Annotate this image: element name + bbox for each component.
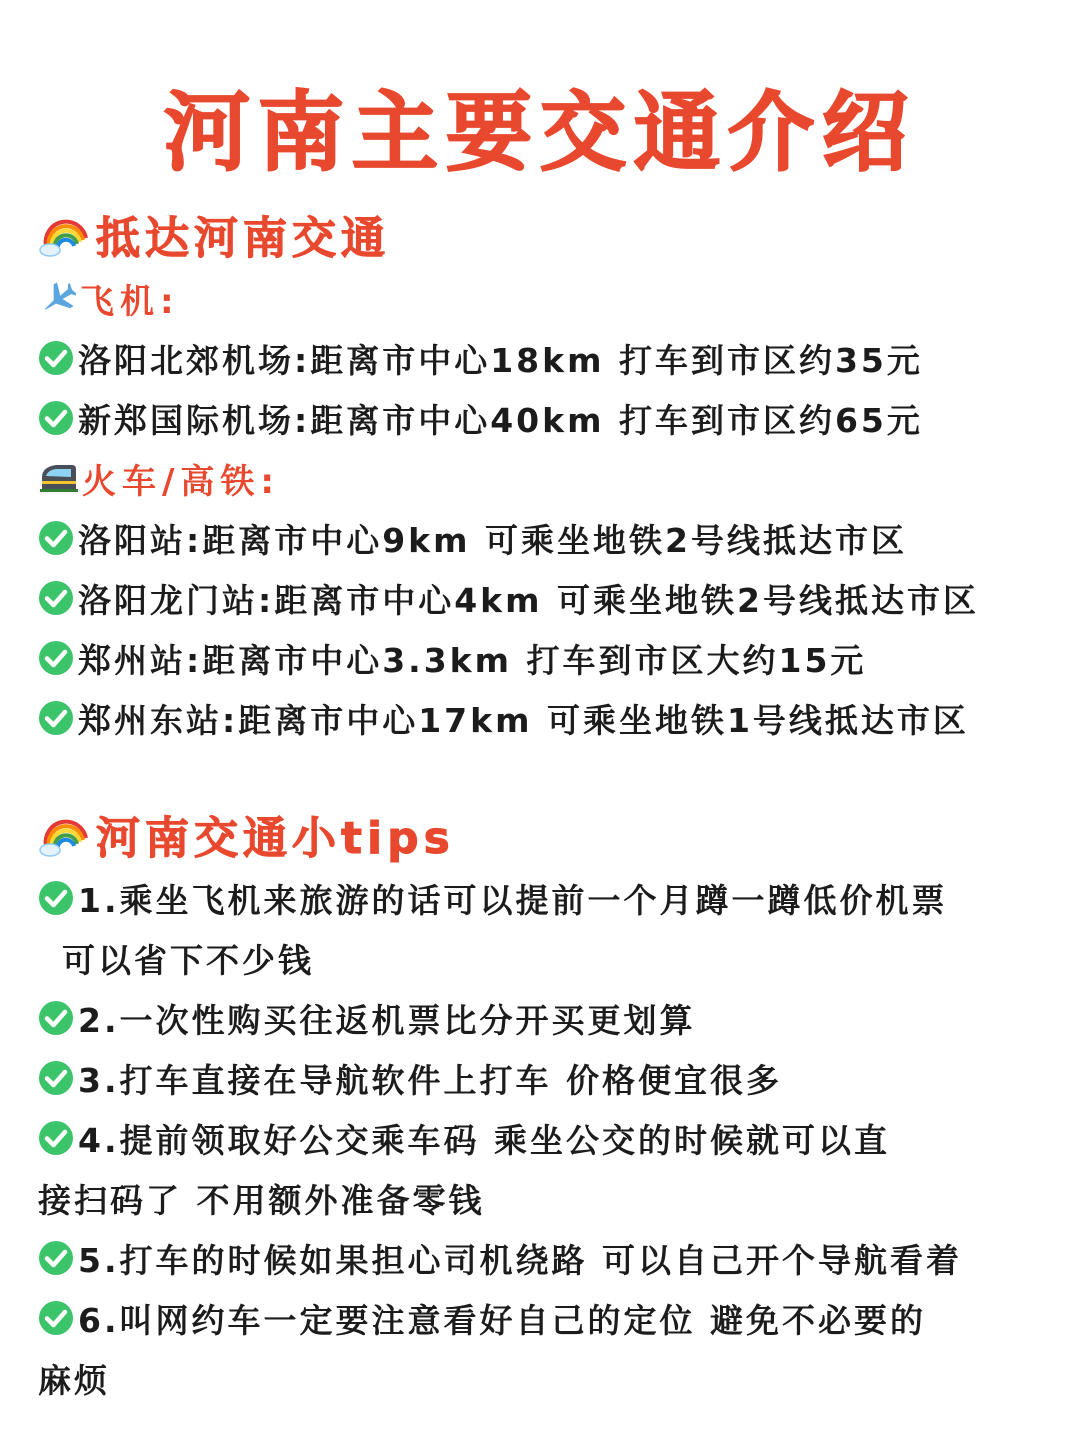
check-mark-icon <box>38 1000 74 1036</box>
check-mark-icon <box>38 700 74 736</box>
rainbow-icon <box>38 208 90 260</box>
list-item-text: 郑州站:距离市中心3.3km 打车到市区大约15元 <box>78 640 867 680</box>
tip-text: 3.打车直接在导航软件上打车 价格便宜很多 <box>78 1060 782 1100</box>
check-mark-icon <box>38 1120 74 1156</box>
sub-heading-text: 飞机: <box>80 281 180 322</box>
tip-item <box>38 990 696 1046</box>
tip-item <box>38 1290 926 1346</box>
list-item-text: 洛阳站:距离市中心9km 可乘坐地铁2号线抵达市区 <box>78 520 907 560</box>
check-mark-icon <box>38 880 74 916</box>
check-mark-icon <box>38 1240 74 1276</box>
check-mark-icon <box>38 520 74 556</box>
check-mark-icon <box>38 1300 74 1336</box>
sub-heading-train <box>38 454 280 502</box>
tip-text: 6.叫网约车一定要注意看好自己的定位 避免不必要的 <box>78 1300 926 1340</box>
rainbow-icon <box>38 808 90 860</box>
tip-text-continuation: 可以省下不少钱 <box>62 940 314 980</box>
list-item <box>38 330 923 386</box>
check-mark-icon <box>38 580 74 616</box>
list-item-text: 洛阳龙门站:距离市中心4km 可乘坐地铁2号线抵达市区 <box>78 580 979 620</box>
check-mark-icon <box>38 640 74 676</box>
list-item <box>38 690 969 746</box>
sub-heading-text: 火车/高铁: <box>82 461 281 502</box>
tip-text: 2.一次性购买往返机票比分开买更划算 <box>78 1000 696 1040</box>
section-heading-text: 抵达河南交通 <box>96 213 390 264</box>
tip-item <box>38 870 948 926</box>
check-mark-icon <box>38 400 74 436</box>
airplane-icon <box>38 279 76 317</box>
list-item <box>38 510 907 566</box>
section-heading-tips <box>38 802 455 866</box>
tip-item <box>38 1050 782 1106</box>
tip-item <box>38 1110 890 1166</box>
tip-text-continuation: 接扫码了 不用额外准备零钱 <box>38 1180 485 1220</box>
section-heading-arrival <box>38 202 390 266</box>
tip-item <box>38 1230 962 1286</box>
tip-text: 1.乘坐飞机来旅游的话可以提前一个月蹲一蹲低价机票 <box>78 880 948 920</box>
sub-heading-plane <box>38 274 180 322</box>
list-item <box>38 390 923 446</box>
section-heading-text: 河南交通小tips <box>96 813 455 864</box>
list-item <box>38 570 979 626</box>
list-item-text: 新郑国际机场:距离市中心40km 打车到市区约65元 <box>78 400 923 440</box>
list-item-text: 郑州东站:距离市中心17km 可乘坐地铁1号线抵达市区 <box>78 700 969 740</box>
check-mark-icon <box>38 1060 74 1096</box>
check-mark-icon <box>38 340 74 376</box>
page-title: 河南主要交通介绍 <box>164 83 916 183</box>
tip-text: 4.提前领取好公交乘车码 乘坐公交的时候就可以直 <box>78 1120 890 1160</box>
high-speed-train-icon <box>38 459 78 497</box>
tip-text: 5.打车的时候如果担心司机绕路 可以自己开个导航看着 <box>78 1240 962 1280</box>
list-item-text: 洛阳北郊机场:距离市中心18km 打车到市区约35元 <box>78 340 923 380</box>
tip-text-continuation: 麻烦 <box>38 1360 110 1400</box>
list-item <box>38 630 866 686</box>
